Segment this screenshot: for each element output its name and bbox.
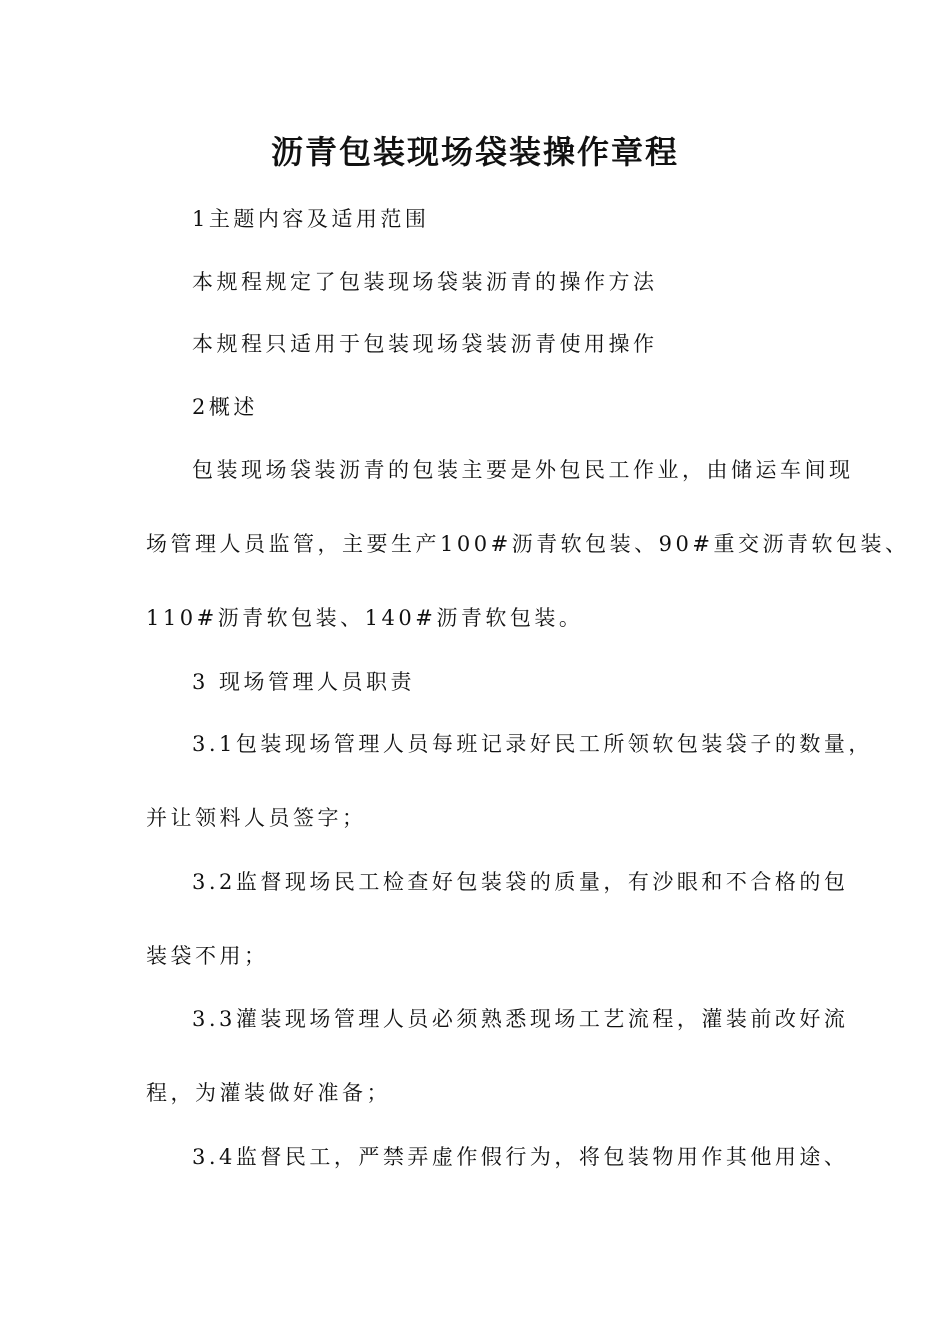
list-item-3-2-continued: 装袋不用； (146, 944, 269, 968)
list-item-3-3: 3.3灌装现场管理人员必须熟悉现场工艺流程，灌装前改好流 (192, 1007, 849, 1031)
paragraph-line: 包装现场袋装沥青的包装主要是外包民工作业，由储运车间现 (192, 458, 854, 482)
list-item-3-1: 3.1包装现场管理人员每班记录好民工所领软包装袋子的数量， (192, 732, 873, 756)
section-heading-overview: 2概述 (192, 395, 258, 419)
list-item-3-2: 3.2监督现场民工检查好包装袋的质量，有沙眼和不合格的包 (192, 870, 849, 894)
section-heading-duties: 3 现场管理人员职责 (192, 670, 416, 694)
list-item-3-1-continued: 并让领料人员签字； (146, 806, 367, 830)
list-item-3-4: 3.4监督民工，严禁弄虚作假行为，将包装物用作其他用途、 (192, 1145, 849, 1169)
document-title: 沥青包装现场袋装操作章程 (270, 133, 679, 171)
paragraph-line: 场管理人员监管，主要生产100#沥青软包装、90#重交沥青软包装、 (146, 532, 910, 556)
paragraph-line: 110#沥青软包装、140#沥青软包装。 (146, 606, 584, 630)
list-item-3-3-continued: 程，为灌装做好准备； (146, 1081, 391, 1105)
paragraph-line: 本规程只适用于包装现场袋装沥青使用操作 (192, 332, 658, 356)
section-heading-scope: 1主题内容及适用范围 (192, 207, 430, 231)
paragraph-line: 本规程规定了包装现场袋装沥青的操作方法 (192, 270, 658, 294)
